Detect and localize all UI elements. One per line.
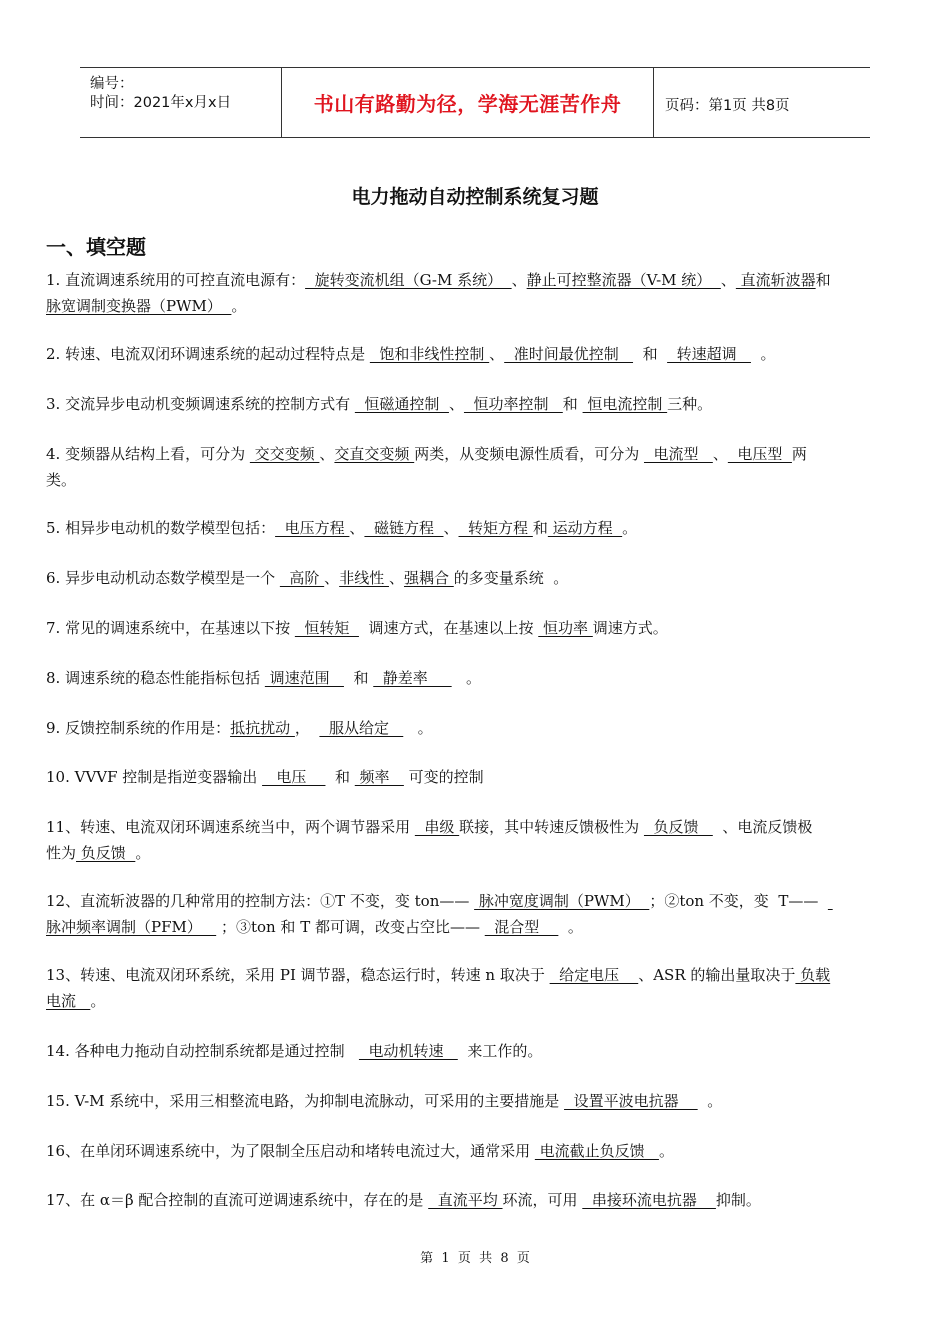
question-item <box>46 1187 906 1213</box>
answer-blank <box>828 892 833 910</box>
question-text: 9. 反馈控制系统的作用是： <box>46 719 231 737</box>
question-text: 的多变量系统 。 <box>453 569 569 587</box>
question-line <box>46 1187 906 1213</box>
answer-blank: 恒功率 <box>538 619 593 637</box>
answer-blank: 运动方程 <box>547 519 623 537</box>
question-item <box>46 391 906 417</box>
answer-blank: 电流型 <box>643 445 713 463</box>
answer-blank: 设置平波电抗器 <box>564 1092 698 1110</box>
question-text: 17、在 α＝β 配合控制的直流可逆调速系统中，存在的是 <box>46 1191 429 1209</box>
question-item <box>46 814 906 866</box>
answer-blank: 直流斩波器 <box>735 271 816 289</box>
answer-blank: 直流平均 <box>428 1191 503 1209</box>
header-motto-cell <box>282 68 654 137</box>
question-text: 。 <box>90 992 106 1010</box>
answer-blank: 强耦合 <box>403 569 454 587</box>
question-text: 、 <box>388 569 404 587</box>
question-item <box>46 1088 906 1114</box>
question-text: 两 <box>791 445 807 463</box>
answer-blank: 恒磁通控制 <box>354 395 449 413</box>
answer-blank: 调速范围 <box>264 669 344 687</box>
question-text: 、 <box>511 271 527 289</box>
question-item <box>46 1138 906 1164</box>
page-footer <box>0 1247 950 1266</box>
question-text: 、 <box>720 271 736 289</box>
answer-blank: 混合型 <box>484 918 559 936</box>
question-text: 可变的控制 <box>403 768 484 786</box>
question-text: 性为 <box>46 844 77 862</box>
answer-blank: 脉冲频率调制（PFM） <box>46 918 217 936</box>
answer-blank: 非线性 <box>339 569 389 587</box>
question-text: 类。 <box>46 471 77 489</box>
page-info: 页码：第1页 共8页 <box>665 98 790 114</box>
question-text: 、 <box>712 445 728 463</box>
question-item <box>46 715 906 741</box>
question-text: 10. VVVF 控制是指逆变器输出 <box>46 768 263 786</box>
answer-blank: 静差率 <box>373 669 452 687</box>
question-line <box>46 715 906 741</box>
question-text: 调速方式。 <box>592 619 668 637</box>
question-text: 。 <box>622 519 638 537</box>
number-label: 编号： <box>90 76 134 92</box>
question-text: 三种。 <box>667 395 713 413</box>
answer-blank: 磁链方程 <box>364 519 444 537</box>
footer-page-number: 第 1 页 共 8 页 <box>420 1251 530 1266</box>
answer-blank: 负载 <box>795 966 831 984</box>
question-text: ， <box>294 719 320 737</box>
question-text: 15. V-M 系统中，采用三相整流电路，为抑制电流脉动，可采用的主要措施是 <box>46 1092 565 1110</box>
answer-blank: 串接环流电抗器 <box>582 1191 716 1209</box>
answer-blank: 饱和非线性控制 <box>369 345 490 363</box>
question-line <box>46 515 906 541</box>
question-line <box>46 665 906 691</box>
question-item <box>46 515 906 541</box>
question-text: 和 <box>633 345 668 363</box>
question-line <box>46 764 906 790</box>
question-line <box>46 341 906 367</box>
question-text: 。 <box>750 345 776 363</box>
question-text: 、 <box>448 395 464 413</box>
question-item <box>46 764 906 790</box>
question-text: 。 <box>558 918 583 936</box>
question-text: 2. 转速、电流双闭环调速系统的起动过程特点是 <box>46 345 370 363</box>
question-text: 8. 调速系统的稳态性能指标包括 <box>46 669 265 687</box>
question-text: 11、转速、电流双闭环调速系统当中，两个调节器采用 <box>46 818 415 836</box>
question-text: 和 <box>343 669 374 687</box>
question-line <box>46 888 906 914</box>
question-text: 抑制。 <box>715 1191 761 1209</box>
answer-blank: 恒电流控制 <box>582 395 668 413</box>
motto-text: 书山有路勤为径，学海无涯苦作舟 <box>313 92 622 116</box>
section-heading: 一、填空题 <box>46 235 146 259</box>
question-text: 6. 异步电动机动态数学模型是一个 <box>46 569 280 587</box>
question-text: 13、转速、电流双闭环系统，采用 PI 调节器，稳态运行时，转速 n 取决于 <box>46 966 550 984</box>
answer-blank: 串级 <box>414 818 460 836</box>
header-meta-cell <box>80 68 282 137</box>
question-line <box>46 1088 906 1114</box>
question-line <box>46 962 906 988</box>
question-line <box>46 1138 906 1164</box>
question-text: 。 <box>451 669 481 687</box>
question-line <box>46 441 906 467</box>
answer-blank: 电流截止负反馈 <box>534 1142 659 1160</box>
answer-blank: 电压型 <box>727 445 792 463</box>
question-text: 和 <box>562 395 583 413</box>
question-text: 5. 相异步电动机的数学模型包括： <box>46 519 276 537</box>
answer-blank: 给定电压 <box>549 966 639 984</box>
question-text: 14. 各种电力拖动自动控制系统都是通过控制 <box>46 1042 359 1060</box>
answer-blank: 高阶 <box>279 569 325 587</box>
question-text: 环流，可用 <box>502 1191 583 1209</box>
question-item <box>46 615 906 641</box>
question-item <box>46 441 906 493</box>
question-line <box>46 1038 906 1064</box>
question-text: 、 <box>443 519 459 537</box>
answer-blank: 恒转矩 <box>294 619 359 637</box>
answer-blank: 频率 <box>354 768 404 786</box>
question-line <box>46 467 906 493</box>
answer-blank: 转矩方程 <box>458 519 533 537</box>
question-text: 联接，其中转速反馈极性为 <box>459 818 644 836</box>
answer-blank: 脉宽调制变换器（PWM） <box>46 297 232 315</box>
question-text: 两类，从变频电源性质看，可分为 <box>414 445 644 463</box>
question-item <box>46 267 906 319</box>
question-text: 、 <box>489 345 505 363</box>
question-line <box>46 267 906 293</box>
question-line <box>46 814 906 840</box>
question-text: 和 <box>325 768 355 786</box>
question-line <box>46 565 906 591</box>
answer-blank: 电流 <box>46 992 91 1010</box>
answer-blank: 抵抗扰动 <box>230 719 295 737</box>
page-title: 电力拖动自动控制系统复习题 <box>351 186 599 208</box>
question-text: 来工作的。 <box>457 1042 543 1060</box>
time-label: 时间：2021年x月x日 <box>90 95 232 111</box>
question-text: 。 <box>403 719 433 737</box>
question-text: 、 <box>324 569 340 587</box>
answer-blank: 电压方程 <box>275 519 350 537</box>
document-header <box>80 67 870 138</box>
question-text: 16、在单闭环调速系统中，为了限制全压启动和堵转电流过大，通常采用 <box>46 1142 535 1160</box>
question-item <box>46 962 906 1014</box>
question-item <box>46 341 906 367</box>
question-text: 和 <box>532 519 548 537</box>
question-item <box>46 888 906 940</box>
question-text: 4. 变频器从结构上看，可分为 <box>46 445 250 463</box>
question-text: 1. 直流调速系统用的可控直流电源有： <box>46 271 306 289</box>
answer-blank: 旋转变流机组（G-M 系统） <box>305 271 512 289</box>
question-text: 、 <box>319 445 335 463</box>
answer-blank: 转速超调 <box>667 345 751 363</box>
question-line <box>46 615 906 641</box>
question-line <box>46 914 906 940</box>
answer-blank: 服从给定 <box>319 719 404 737</box>
question-text: 、电流反馈极 <box>712 818 813 836</box>
answer-blank: 静止可控整流器（V-M 统） <box>526 271 721 289</box>
question-line <box>46 293 906 319</box>
answer-blank: 恒功率控制 <box>463 395 563 413</box>
answer-blank: 交直交变频 <box>334 445 415 463</box>
question-item <box>46 1038 906 1064</box>
answer-blank: 负反馈 <box>643 818 713 836</box>
question-text: 、 <box>349 519 365 537</box>
answer-blank: 电动机转速 <box>358 1042 458 1060</box>
question-line <box>46 988 906 1014</box>
question-text: 。 <box>697 1092 723 1110</box>
question-text: 。 <box>658 1142 674 1160</box>
question-text: ；②ton 不变，变 T—— <box>649 892 828 910</box>
answer-blank: 准时间最优控制 <box>504 345 634 363</box>
question-text: 7. 常见的调速系统中，在基速以下按 <box>46 619 295 637</box>
question-text: 3. 交流异步电动机变频调速系统的控制方式有 <box>46 395 355 413</box>
question-text: 调速方式，在基速以上按 <box>358 619 539 637</box>
question-item <box>46 565 906 591</box>
question-item <box>46 665 906 691</box>
answer-blank: 脉冲宽度调制（PWM） <box>474 892 650 910</box>
question-line <box>46 840 906 866</box>
question-line <box>46 391 906 417</box>
question-text: 。 <box>135 844 151 862</box>
question-text: 12、直流斩波器的几种常用的控制方法：①T 不变，变 ton—— <box>46 892 475 910</box>
answer-blank: 电压 <box>262 768 326 786</box>
question-text: 、ASR 的输出量取决于 <box>638 966 796 984</box>
answer-blank: 交交变频 <box>249 445 320 463</box>
question-text: ；③ton 和 T 都可调，改变占空比—— <box>216 918 485 936</box>
answer-blank: 负反馈 <box>76 844 136 862</box>
question-text: 和 <box>815 271 831 289</box>
question-text: 。 <box>231 297 247 315</box>
